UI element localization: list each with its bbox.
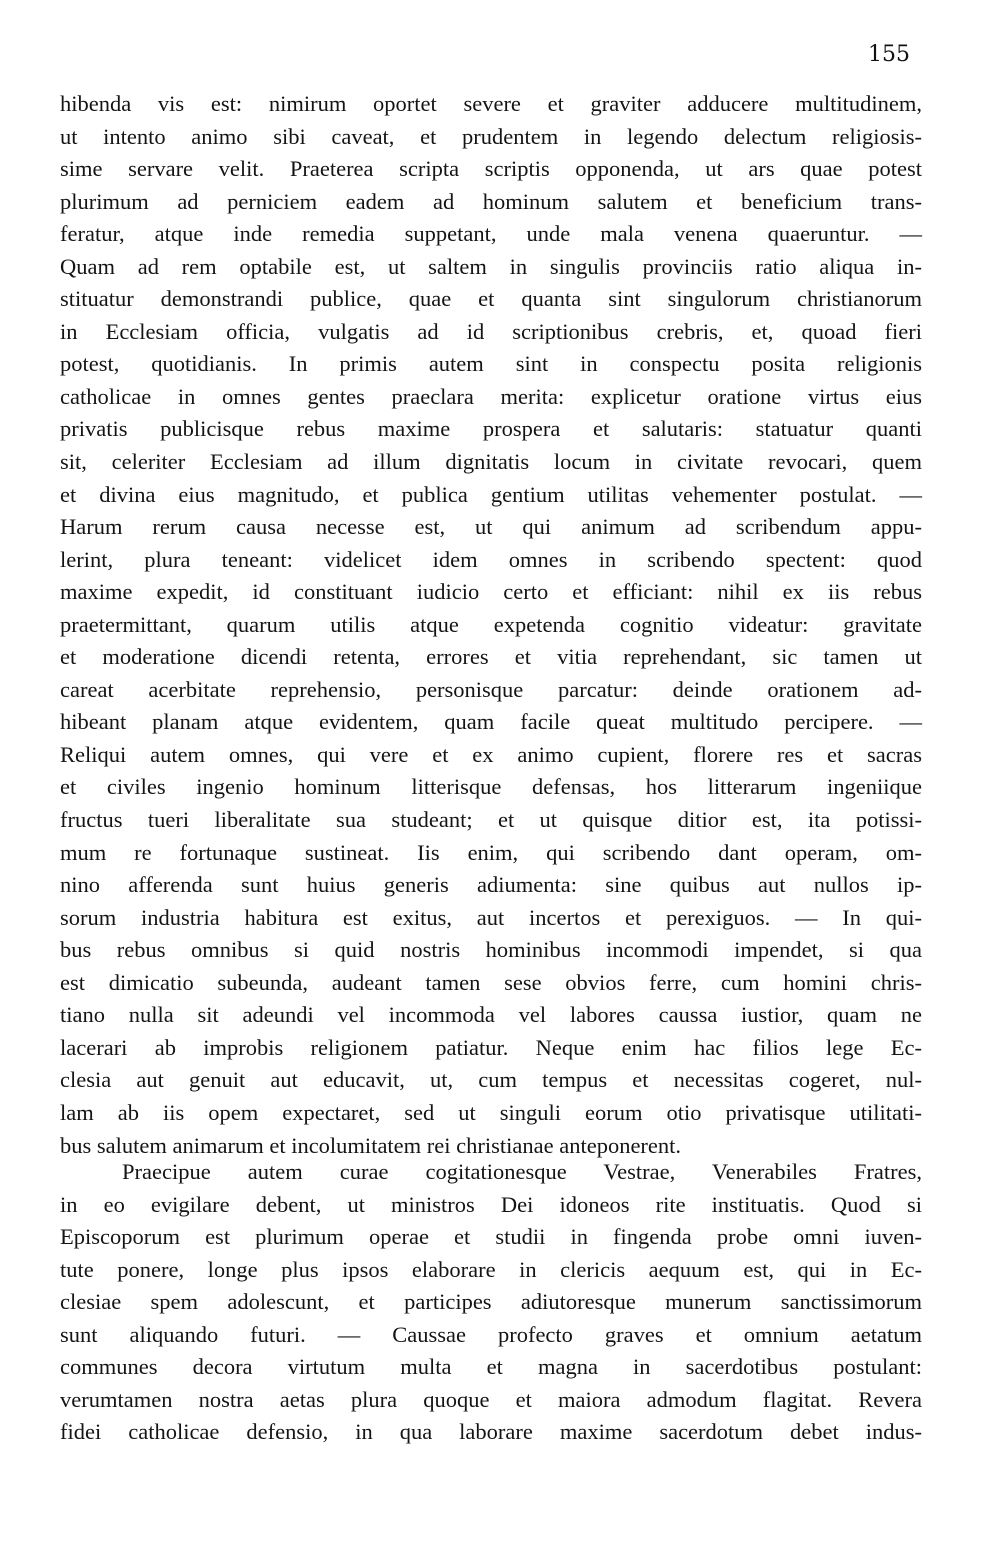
text-line: ut intento animo sibi caveat, et prudentem in legendo delectum religiosis- — [60, 123, 922, 149]
text-line: clesia aut genuit aut educavit, ut, cum tempus et necessitas cogeret, nul- — [60, 1067, 922, 1093]
text-line: sit, celeriter Ecclesiam ad illum dignitatis locum in civitate revocari, quem — [60, 449, 922, 475]
text-line: nino afferenda sunt huius generis adiumenta: sine quibus aut nullos ip- — [60, 872, 922, 898]
text-line: hibenda vis est: nimirum oportet severe et graviter adducere multitudinem, — [60, 91, 922, 116]
text-line: verumtamen nostra aetas plura quoque et maiora admodum flagitat. Revera — [60, 1386, 922, 1412]
text-line: est dimicatio subeunda, audeant tamen sese obvios ferre, cum homini chris- — [60, 969, 922, 995]
text-line: in Ecclesiam officia, vulgatis ad id scriptionibus crebris, et, quoad fieri — [60, 318, 922, 344]
text-line: clesiae spem adolescunt, et participes adiutoresque munerum sanctissimorum — [60, 1289, 922, 1315]
text-line: maxime expedit, id constituant iudicio certo et efficiant: nihil ex iis rebus — [60, 579, 922, 605]
text-line: lam ab iis opem expectaret, sed ut singuli eorum otio privatisque utilitati- — [60, 1099, 922, 1125]
text-line: et moderatione dicendi retenta, errores et vitia reprehendant, sic tamen ut — [60, 644, 922, 670]
text-line: bus rebus omnibus si quid nostris hominibus incommodi impendet, si qua — [60, 937, 922, 963]
text-line: fructus tueri liberalitate sua studeant; et ut quisque ditior est, ita potissi- — [60, 807, 922, 833]
text-line: et divina eius magnitudo, et publica gentium utilitas vehementer postulat. — — [60, 481, 922, 507]
text-line: sime servare velit. Praeterea scripta scriptis opponenda, ut ars quae potest — [60, 156, 922, 182]
text-line: stituatur demonstrandi publice, quae et quanta sint singulorum christianorum — [60, 286, 922, 312]
text-line: Reliqui autem omnes, qui vere et ex animo cupient, florere res et sacras — [60, 741, 922, 767]
text-line: lacerari ab improbis religionem patiatur. Neque enim hac filios lege Ec- — [60, 1034, 922, 1060]
text-line: praetermittant, quarum utilis atque expetenda cognitio videatur: gravitate — [60, 611, 922, 637]
text-line: Quam ad rem optabile est, ut saltem in singulis provinciis ratio aliqua in- — [60, 253, 922, 279]
text-line: communes decora virtutum multa et magna in sacerdotibus postulant: — [60, 1354, 922, 1380]
text-line: in eo evigilare debent, ut ministros Dei idoneos rite instituatis. Quod si — [60, 1191, 922, 1217]
text-line: sorum industria habitura est exitus, aut incertos et perexiguos. — In qui- — [60, 904, 922, 930]
text-line: lerint, plura teneant: videlicet idem omnes in scribendo spectent: quod — [60, 546, 922, 572]
text-line: privatis publicisque rebus maxime prospera et salutaris: statuatur quanti — [60, 416, 922, 442]
paragraph-2 — [60, 1156, 922, 1449]
text-line: hibeant planam atque evidentem, quam facile queat multitudo percipere. — — [60, 709, 922, 735]
text-line: tute ponere, longe plus ipsos elaborare in clericis aequum est, qui in Ec- — [60, 1256, 922, 1282]
text-line: Praecipue autem curae cogitationesque Vestrae, Venerabiles Fratres, — [122, 1159, 922, 1184]
text-line: careat acerbitate reprehensio, personisque parcatur: deinde orationem ad- — [60, 676, 922, 702]
text-line: mum re fortunaque sustineat. Iis enim, qui scribendo dant operam, om- — [60, 839, 922, 865]
text-line: tiano nulla sit adeundi vel incommoda vel labores caussa iustior, quam ne — [60, 1002, 922, 1028]
text-line: bus salutem animarum et incolumitatem rei christianae anteponerent. — [60, 1132, 682, 1158]
text-line: Episcoporum est plurimum operae et studii in fingenda probe omni iuven- — [60, 1224, 922, 1250]
text-line: feratur, atque inde remedia suppetant, unde mala venena quaeruntur. — — [60, 221, 922, 247]
text-line: fidei catholicae defensio, in qua laborare maxime sacerdotum debet indus- — [60, 1419, 922, 1445]
text-line: et civiles ingenio hominum litterisque defensas, hos litterarum ingeniique — [60, 774, 922, 800]
text-line: catholicae in omnes gentes praeclara merita: explicetur oratione virtus eius — [60, 383, 922, 409]
text-line: sunt aliquando futuri. — Caussae profecto graves et omnium aetatum — [60, 1321, 922, 1347]
text-line: plurimum ad perniciem eadem ad hominum salutem et beneficium trans- — [60, 188, 922, 214]
text-line: potest, quotidianis. In primis autem sint in conspectu posita religionis — [60, 351, 922, 377]
paragraph-1 — [60, 88, 922, 1162]
text-line: Harum rerum causa necesse est, ut qui animum ad scribendum appu- — [60, 514, 922, 540]
page-number: 155 — [868, 42, 910, 67]
